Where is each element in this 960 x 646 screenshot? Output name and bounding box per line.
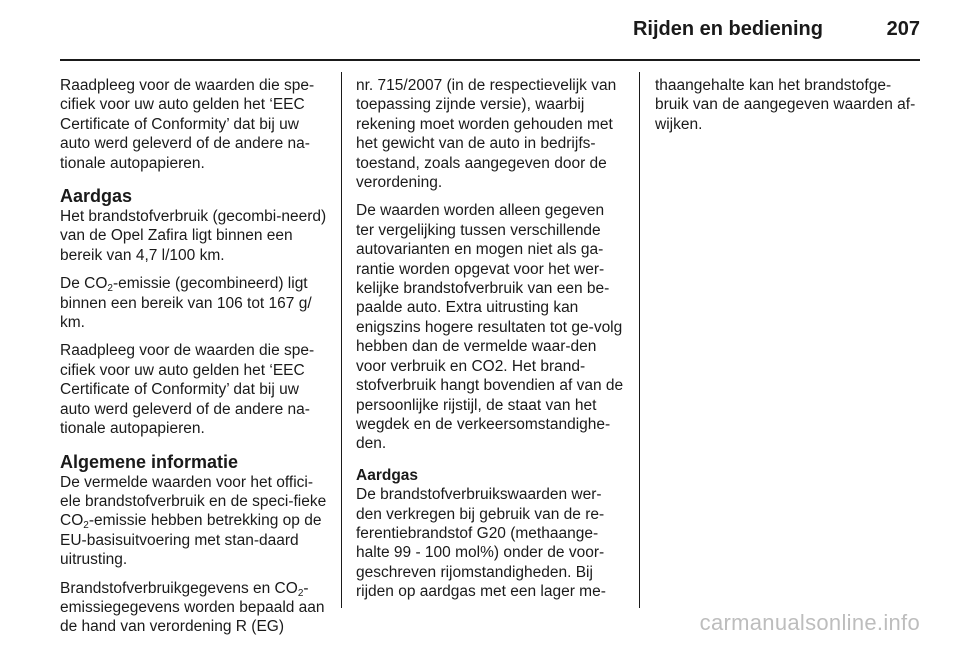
paragraph: thaangehalte kan het brandstofge-bruik van de aangegeven waarden af-wijken. bbox=[655, 77, 916, 133]
heading-aardgas: Aardgas bbox=[356, 466, 419, 484]
paragraph: Het brandstofverbruik (gecombi-neerd) van de Opel Zafira ligt binnen een bereik van 4,7 l/100 km. bbox=[60, 208, 327, 264]
column-1 bbox=[60, 76, 328, 646]
paragraph: Raadpleeg voor de waarden die spe-cifiek voor uw auto gelden het ‘EEC Certificate of Conformity’ dat bij uw auto werd geleverd of de andere na-tionale autopapieren. bbox=[60, 77, 315, 172]
column-3 bbox=[655, 76, 923, 143]
paragraph-co2: De $CO_2$-emissie (gecombineerd) ligt binnen een bereik van 106 tot 167 g/ km. bbox=[60, 275, 312, 332]
paragraph-co2: De vermelde waarden voor het offici-ele brandstofverbruik en de speci-fieke $CO_2$-emissie hebben betrekking op de EU-basisuitvoering met stan-daard uitrusting. bbox=[60, 473, 327, 569]
paragraph: Raadpleeg voor de waarden die spe-cifiek voor uw auto gelden het ‘EEC Certificate of Conformity’ dat bij uw auto werd geleverd of de andere na-tionale autopapieren. bbox=[60, 342, 315, 438]
column-divider-1 bbox=[341, 72, 342, 608]
heading-aardgas: Aardgas bbox=[60, 186, 133, 207]
column-2 bbox=[356, 76, 626, 611]
paragraph-co2: Brandstofverbruikgegevens en $CO_2$-emissiegegevens worden bepaald aan de hand van verordening R (EG) bbox=[60, 579, 325, 636]
paragraph: nr. 715/2007 (in de respectievelijk van toepassing zijnde versie), waarbij rekening moet worden gehouden met het gewicht van de auto in bedrijfs-toestand, zoals aangegeven door de verordening. bbox=[356, 77, 617, 192]
watermark: carmanualsonline.info bbox=[699, 610, 920, 635]
header-divider bbox=[60, 59, 920, 61]
column-divider-2 bbox=[639, 72, 640, 608]
heading-algemene-informatie: Algemene informatie bbox=[60, 451, 239, 472]
paragraph: De brandstofverbruikswaarden wer-den verkregen bij gebruik van de re-ferentiebrandstof G20 (methaange-halte 99 - 100 mol%) onder de voor-geschreven rijomstandigheden. Bij rijden op aardgas met een lager me- bbox=[356, 486, 606, 601]
page-number: 207 bbox=[886, 18, 920, 40]
paragraph: De waarden worden alleen gegeven ter vergelijking tussen verschillende autovarianten en mogen niet als ga-rantie worden opgevat voor het wer-kelijke brandstofverbruik van een be-paalde auto. Extra uitrusting kan enigszins hogere resultaten tot ge-volg hebben dan de vermelde waar-den voor verbruik en CO2. Het brand-stofverbruik hangt bovendien af van de persoonlijke rijstijl, de staat van het wegdek en de verkeersomstandighe-den. bbox=[356, 202, 624, 453]
section-title: Rijden en bediening bbox=[632, 18, 823, 40]
